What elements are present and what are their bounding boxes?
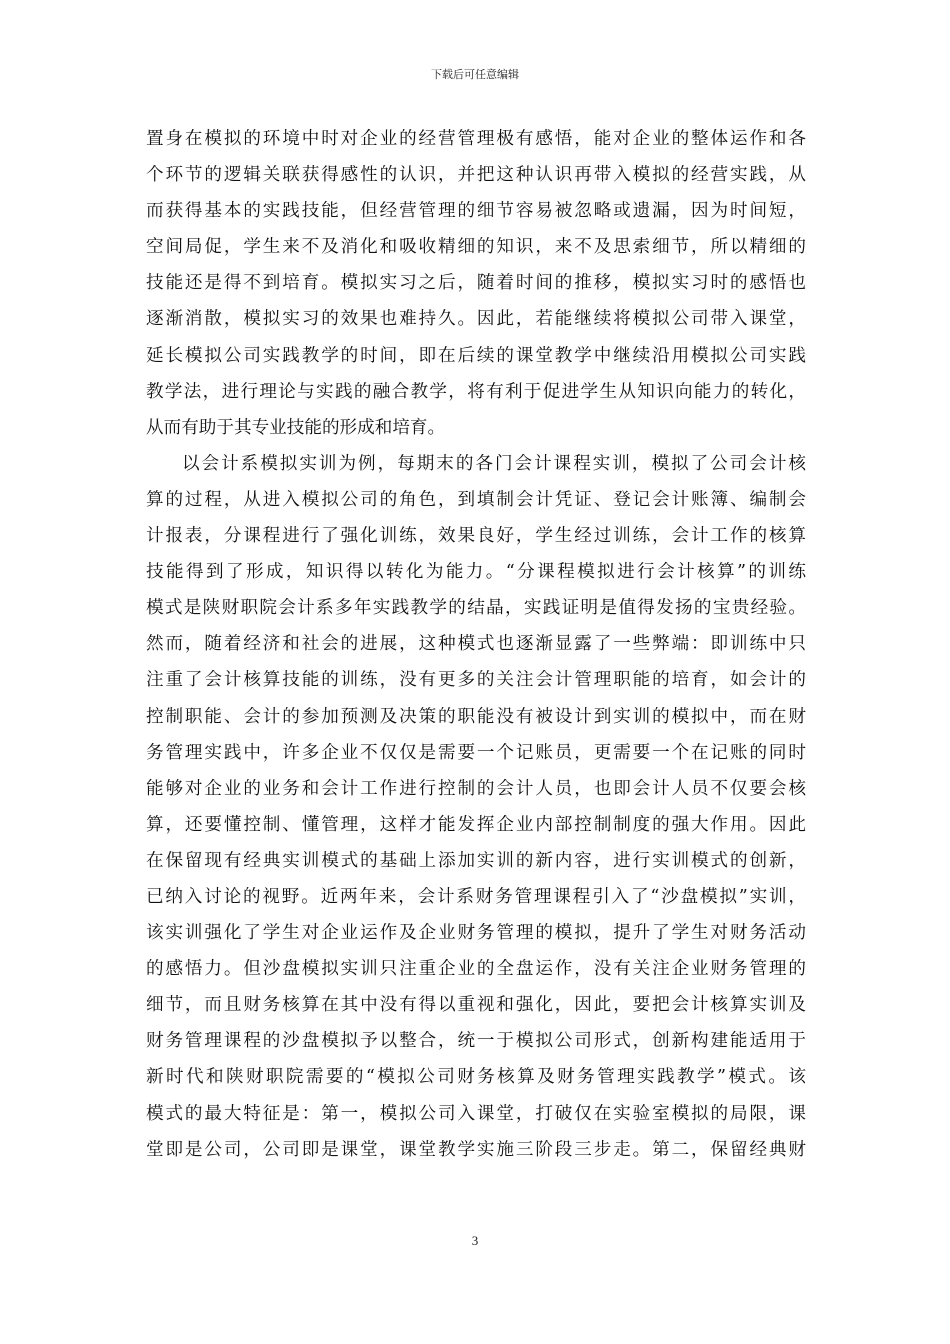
page-header: 下载后可任意编辑	[431, 68, 519, 81]
text-line: 务管理实践中，许多企业不仅仅是需要一个记账员，更需要一个在记账的同时	[146, 742, 806, 763]
text-line: 能够对企业的业务和会计工作进行控制的会计人员，也即会计人员不仅要会核	[146, 778, 806, 799]
text-line: 新时代和陕财职院需要的“模拟公司财务核算及财务管理实践教学”模式。该	[146, 1067, 806, 1088]
text-line: 技能得到了形成，知识得以转化为能力。“分课程模拟进行会计核算”的训练	[146, 562, 806, 583]
text-line: 以会计系模拟实训为例，每期末的各门会计课程实训，模拟了公司会计核	[182, 453, 806, 474]
text-line: 该实训强化了学生对企业运作及企业财务管理的模拟，提升了学生对财务活动	[146, 923, 806, 944]
text-line: 算的过程，从进入模拟公司的角色，到填制会计凭证、登记会计账簿、编制会	[146, 489, 806, 510]
text-line: 个环节的逻辑关联获得感性的认识，并把这种认识再带入模拟的经营实践，从	[146, 165, 806, 186]
text-line: 的感悟力。但沙盘模拟实训只注重企业的全盘运作，没有关注企业财务管理的	[146, 959, 806, 980]
text-line: 置身在模拟的环境中时对企业的经营管理极有感悟，能对企业的整体运作和各	[146, 129, 806, 149]
text-line: 教学法，进行理论与实践的融合教学，将有利于促进学生从知识向能力的转化，	[146, 381, 806, 402]
text-line: 计报表，分课程进行了强化训练，效果良好，学生经过训练，会计工作的核算	[146, 526, 806, 547]
text-line: 控制职能、会计的参加预测及决策的职能没有被设计到实训的模拟中，而在财	[146, 706, 806, 727]
text-line: 细节，而且财务核算在其中没有得以重视和强化，因此，要把会计核算实训及	[146, 995, 806, 1016]
text-line: 而获得基本的实践技能，但经营管理的细节容易被忽略或遗漏，因为时间短，	[146, 201, 806, 222]
paragraph-1	[146, 121, 806, 446]
paragraph-2	[146, 446, 806, 1168]
text-line: 模式的最大特征是：第一，模拟公司入课堂，打破仅在实验室模拟的局限，课	[146, 1103, 806, 1124]
text-line: 空间局促，学生来不及消化和吸收精细的知识，来不及思索细节，所以精细的	[146, 237, 806, 258]
page-number: 3	[471, 1233, 479, 1248]
text-line: 已纳入讨论的视野。近两年来，会计系财务管理课程引入了“沙盘模拟”实训，	[146, 886, 806, 907]
text-line: 延长模拟公司实践教学的时间，即在后续的课堂教学中继续沿用模拟公司实践	[146, 345, 806, 366]
text-line: 然而，随着经济和社会的进展，这种模式也逐渐显露了一些弊端：即训练中只	[146, 634, 806, 655]
text-line: 注重了会计核算技能的训练，没有更多的关注会计管理职能的培育，如会计的	[146, 670, 806, 691]
text-line: 在保留现有经典实训模式的基础上添加实训的新内容，进行实训模式的创新，	[146, 850, 806, 871]
text-line: 财务管理课程的沙盘模拟予以整合，统一于模拟公司形式，创新构建能适用于	[146, 1031, 806, 1052]
text-line: 堂即是公司，公司即是课堂，课堂教学实施三阶段三步走。第二，保留经典财	[146, 1139, 806, 1160]
text-line: 技能还是得不到培育。模拟实习之后，随着时间的推移，模拟实习时的感悟也	[146, 273, 806, 294]
text-line: 算，还要懂控制、懂管理，这样才能发挥企业内部控制制度的强大作用。因此	[146, 814, 806, 835]
text-line: 逐渐消散，模拟实习的效果也难持久。因此，若能继续将模拟公司带入课堂，	[146, 309, 806, 330]
text-line: 模式是陕财职院会计系多年实践教学的结晶，实践证明是值得发扬的宝贵经验。	[146, 598, 806, 619]
text-line: 从而有助于其专业技能的形成和培育。	[146, 417, 446, 438]
document-body	[146, 121, 806, 1168]
